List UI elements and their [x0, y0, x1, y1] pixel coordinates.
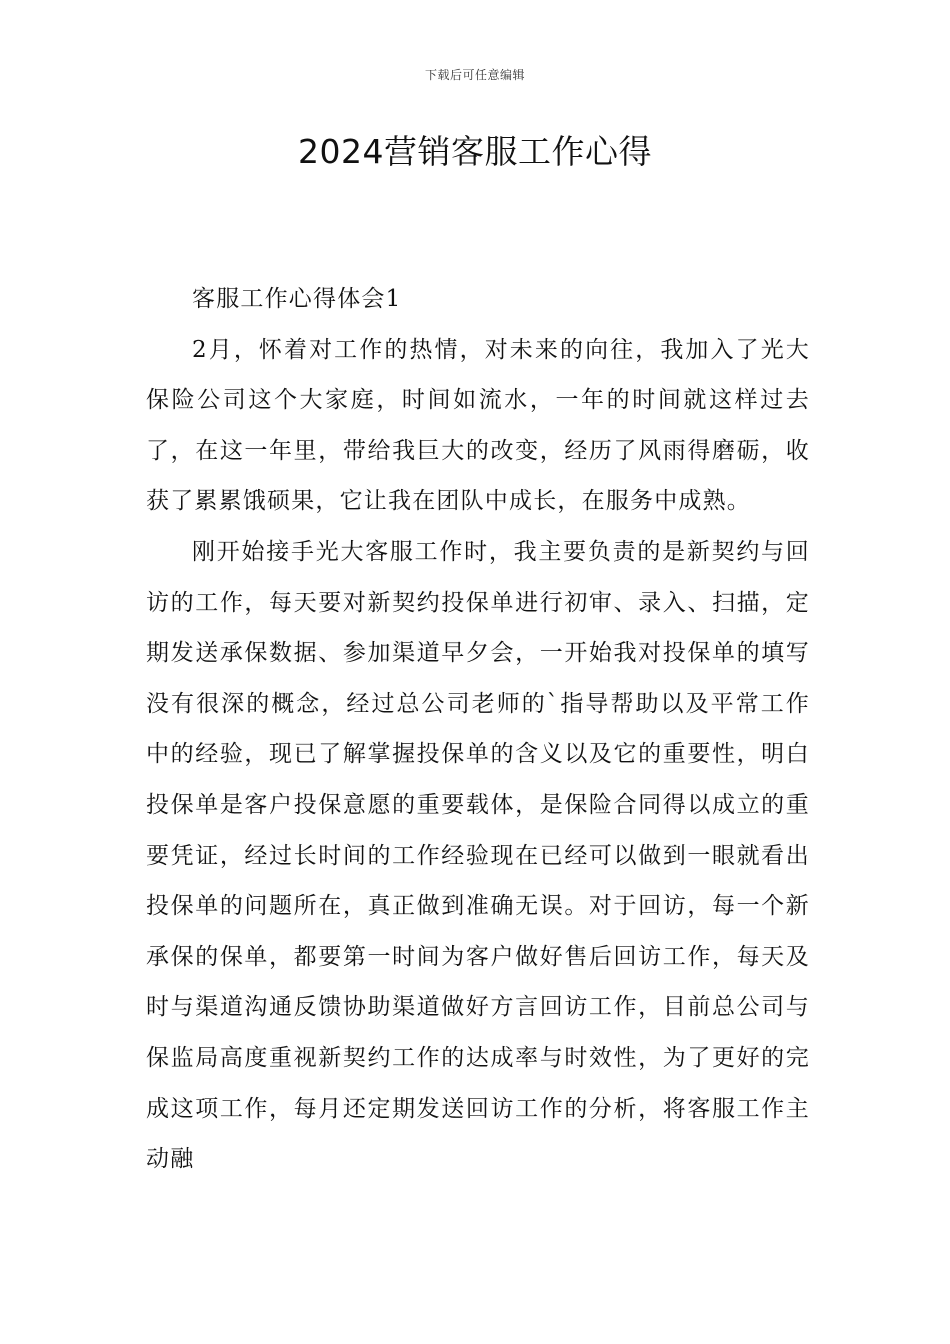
document-title: 2024营销客服工作心得 [298, 132, 652, 171]
document-body [146, 274, 810, 1185]
section-heading: 客服工作心得体会1 [192, 286, 402, 312]
paragraph-2: 刚开始接手光大客服工作时，我主要负责的是新契约与回访的工作，每天要对新契约投保单进行初审、录入、扫描，定期发送承保数据、参加渠道早夕会，一开始我对投保单的填写没有很深的概念，经过总公司老师的`指导帮助以及平常工作中的经验，现已了解掌握投保单的含义以及它的重要性，明白投保单是客户投保意愿的重要载体，是保险合同得以成立的重要凭证，经过长时间的工作经验现在已经可以做到一眼就看出投保单的问题所在，真正做到准确无误。对于回访，每一个新承保的保单，都要第一时间为客户做好售后回访工作，每天及时与渠道沟通反馈协助渠道做好方言回访工作，目前总公司与保监局高度重视新契约工作的达成率与时效性，为了更好的完成这项工作，每月还定期发送回访工作的分析，将客服工作主动融 [146, 538, 810, 1173]
header-note: 下载后可任意编辑 [424, 68, 525, 82]
paragraph-1: 2月，怀着对工作的热情，对未来的向往，我加入了光大保险公司这个大家庭，时间如流水，一年的时间就这样过去了，在这一年里，带给我巨大的改变，经历了风雨得磨砺，收获了累累饿硕果，它让我在团队中成长，在服务中成熟。 [146, 336, 810, 515]
